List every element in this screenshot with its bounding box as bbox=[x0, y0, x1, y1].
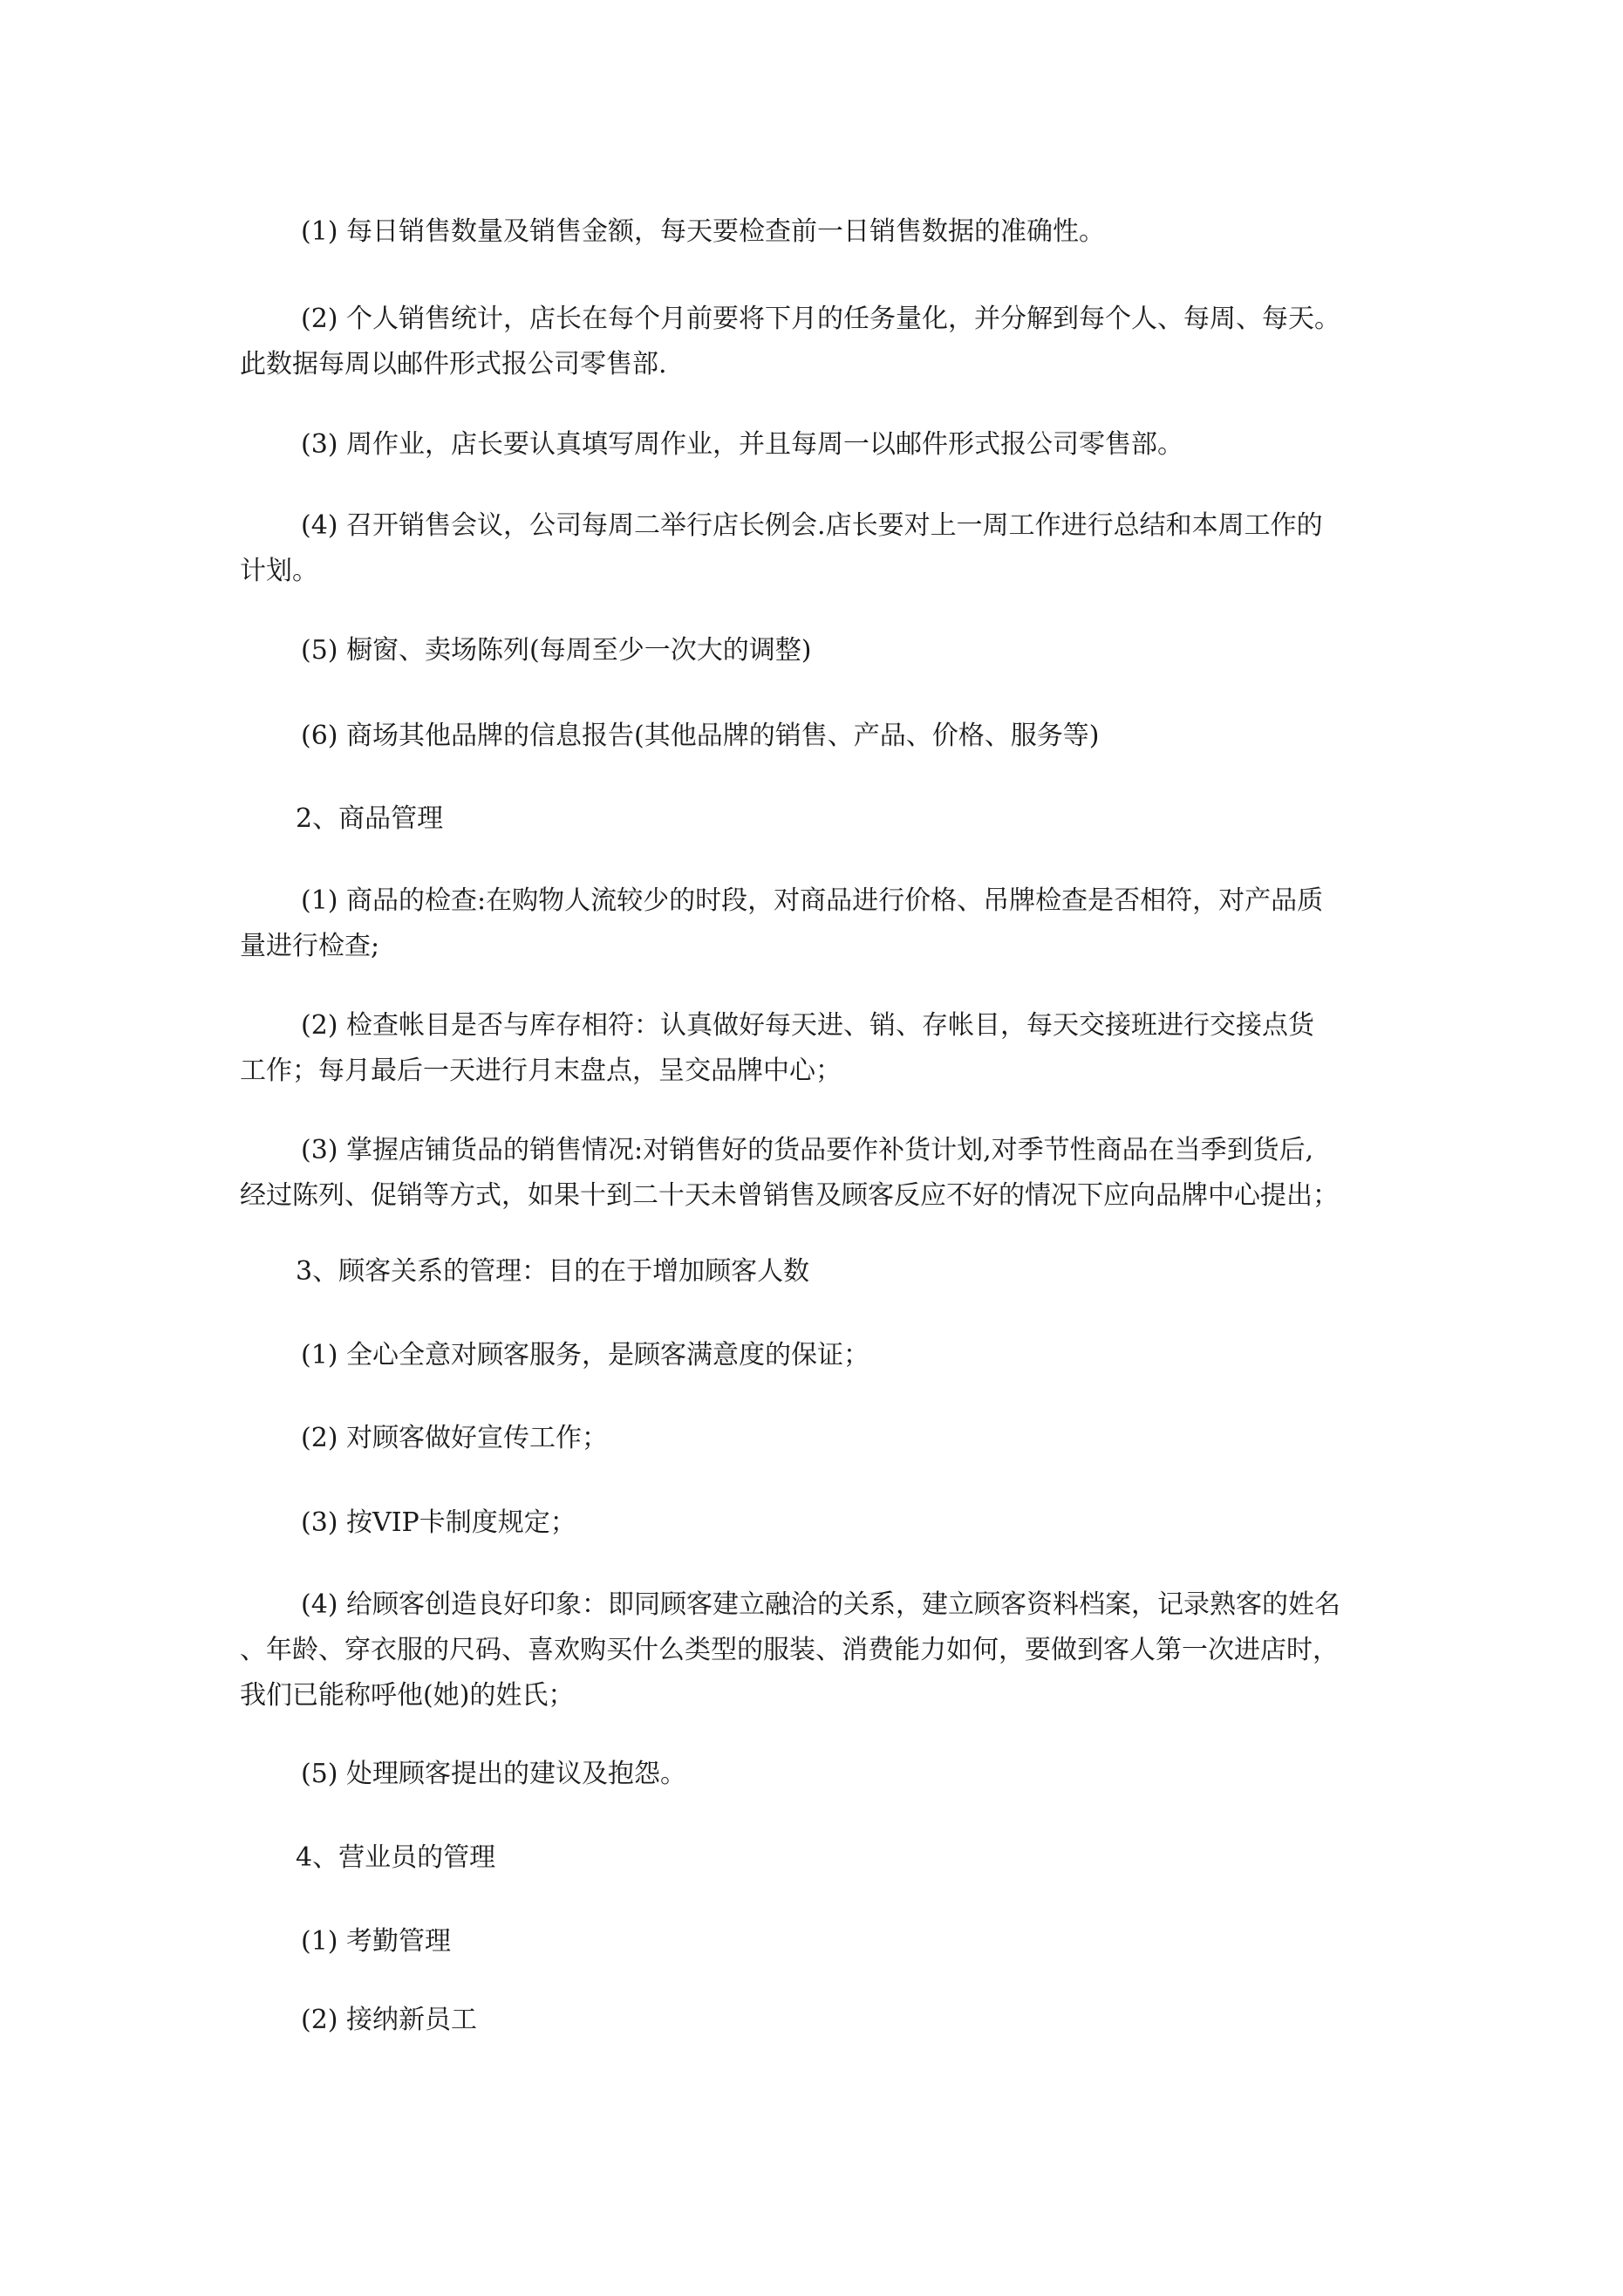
paragraph-line: 量进行检查; bbox=[240, 931, 380, 961]
paragraph-line: 此数据每周以邮件形式报公司零售部. bbox=[240, 349, 667, 379]
paragraph-line: (1) 每日销售数量及销售金额，每天要检查前一日销售数据的准确性。 bbox=[301, 216, 1106, 247]
paragraph-line: (3) 按VIP卡制度规定； bbox=[301, 1507, 576, 1538]
paragraph-line: (2) 对顾客做好宣传工作； bbox=[301, 1423, 609, 1453]
paragraph-line: 经过陈列、促销等方式，如果十到二十天未曾销售及顾客反应不好的情况下应向品牌中心提出； bbox=[240, 1180, 1339, 1211]
paragraph-weekly-work bbox=[240, 422, 1408, 468]
paragraph-good-impression bbox=[240, 1582, 1408, 1719]
paragraph-new-staff bbox=[240, 1998, 1408, 2043]
paragraph-line: (1) 商品的检查:在购物人流较少的时段，对商品进行价格、吊牌检查是否相符，对产品质 bbox=[301, 885, 1324, 916]
paragraph-brand-report bbox=[240, 714, 1408, 759]
paragraph-customer-service bbox=[240, 1333, 1408, 1378]
paragraph-line: (5) 橱窗、卖场陈列(每周至少一次大的调整) bbox=[301, 635, 812, 666]
paragraph-line: (1) 考勤管理 bbox=[301, 1926, 452, 1957]
section-heading: 4、营业员的管理 bbox=[296, 1842, 496, 1873]
paragraph-window-display bbox=[240, 628, 1408, 673]
paragraph-line: (2) 检查帐目是否与库存相符：认真做好每天进、销、存帐目，每天交接班进行交接点货 bbox=[301, 1010, 1315, 1041]
paragraph-line: 、年龄、穿衣服的尺码、喜欢购买什么类型的服装、消费能力如何，要做到客人第一次进店时， bbox=[240, 1635, 1339, 1665]
paragraph-line: (4) 给顾客创造良好印象：即同顾客建立融洽的关系，建立顾客资料档案，记录熟客的姓名 bbox=[301, 1589, 1341, 1620]
section-heading-customers bbox=[240, 1249, 1408, 1295]
section-heading: 2、商品管理 bbox=[296, 803, 444, 834]
paragraph-line: (3) 周作业，店长要认真填写周作业，并且每周一以邮件形式报公司零售部。 bbox=[301, 429, 1184, 460]
section-heading: 3、顾客关系的管理：目的在于增加顾客人数 bbox=[296, 1256, 810, 1287]
paragraph-line: (4) 召开销售会议，公司每周二举行店长例会.店长要对上一周工作进行总结和本周工作的 bbox=[301, 510, 1323, 541]
paragraph-attendance bbox=[240, 1919, 1408, 1965]
paragraph-personal-sales bbox=[240, 297, 1408, 387]
paragraph-line: (3) 掌握店铺货品的销售情况:对销售好的货品要作补货计划,对季节性商品在当季到货后, bbox=[301, 1135, 1314, 1165]
paragraph-line: 计划。 bbox=[240, 556, 318, 586]
paragraph-publicity bbox=[240, 1416, 1408, 1461]
paragraph-account-check bbox=[240, 1003, 1408, 1094]
paragraph-sales-status bbox=[240, 1128, 1408, 1219]
paragraph-complaints bbox=[240, 1752, 1408, 1797]
paragraph-goods-check bbox=[240, 878, 1408, 969]
paragraph-sales-meeting bbox=[240, 503, 1408, 594]
paragraph-line: (5) 处理顾客提出的建议及抱怨。 bbox=[301, 1759, 687, 1789]
paragraph-line: (1) 全心全意对顾客服务，是顾客满意度的保证； bbox=[301, 1340, 870, 1370]
section-heading-goods bbox=[240, 796, 1408, 842]
section-heading-staff bbox=[240, 1835, 1408, 1881]
paragraph-line: (2) 接纳新员工 bbox=[301, 2005, 478, 2035]
paragraph-line: (6) 商场其他品牌的信息报告(其他品牌的销售、产品、价格、服务等) bbox=[301, 721, 1100, 751]
paragraph-line: 我们已能称呼他(她)的姓氏； bbox=[240, 1680, 575, 1711]
paragraph-line: (2) 个人销售统计，店长在每个月前要将下月的任务量化，并分解到每个人、每周、每天。 bbox=[301, 304, 1341, 334]
paragraph-sales-quantity bbox=[240, 209, 1408, 255]
paragraph-line: 工作；每月最后一天进行月末盘点，呈交品牌中心； bbox=[240, 1056, 842, 1086]
paragraph-vip-card bbox=[240, 1500, 1408, 1546]
